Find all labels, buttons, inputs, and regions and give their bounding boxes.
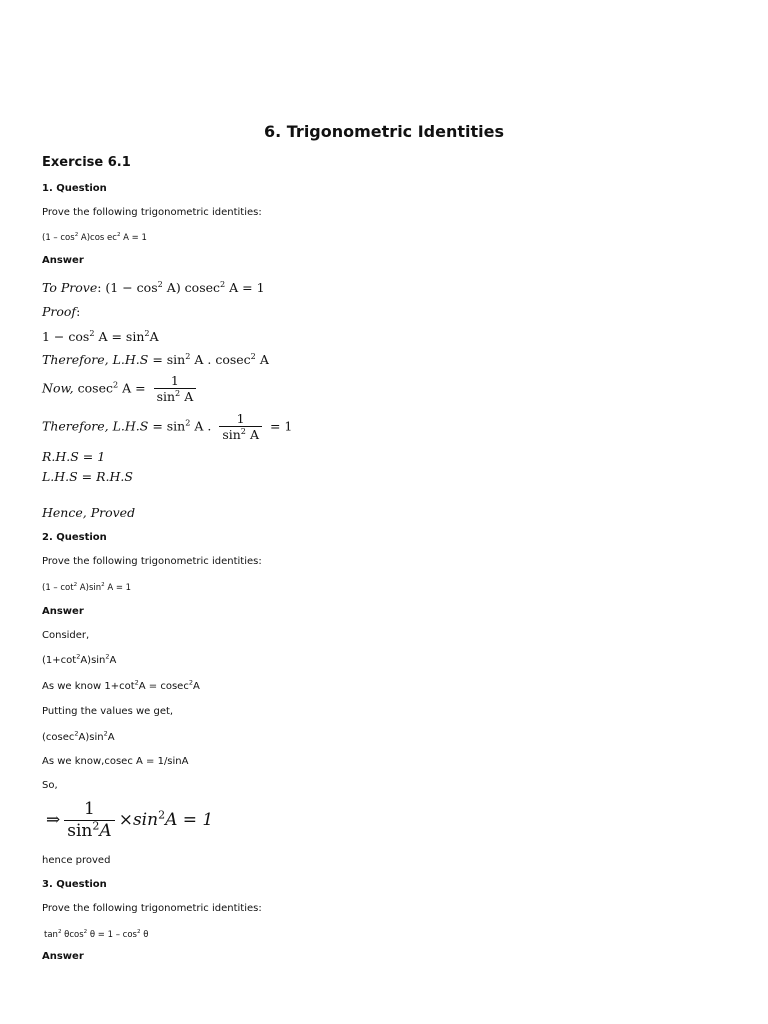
- q1-proof-line-3: Now, cosec$^2$ A = $\frac{1}{\sin^2 A}$: [42, 374, 200, 404]
- q3-heading: 3. Question: [42, 879, 107, 890]
- q3-prompt: Prove the following trigonometric identities:: [42, 903, 262, 914]
- fraction: $\frac{1}{\sin^2 A}$: [154, 374, 197, 404]
- q2-heading: 2. Question: [42, 532, 107, 543]
- q2-hence-proved: hence proved: [42, 855, 111, 866]
- page-title: 6. Trigonometric Identities: [263, 122, 505, 141]
- q2-cosec-note: As we know,cosec A = 1/sinA: [42, 756, 189, 767]
- q1-proof-line-2: Therefore, $L.H.S = \sin^2 A$ . cosec$^2$ A: [42, 350, 269, 367]
- q1-proof-line-5: R.H.S = 1: [42, 449, 106, 464]
- q2-consider: Consider,: [42, 630, 90, 641]
- q1-to-prove: To Prove: $(1 - \cos^2 A)$ cosec$^2$ A = 1: [42, 278, 265, 295]
- exercise-heading: Exercise 6.1: [42, 155, 131, 170]
- q1-answer-label: Answer: [42, 255, 84, 266]
- q2-expression-2: $(cosec^2A)\sin^2A$: [42, 729, 115, 743]
- q2-putting: Putting the values we get,: [42, 706, 174, 717]
- q2-answer-label: Answer: [42, 606, 84, 617]
- q2-prompt: Prove the following trigonometric identities:: [42, 556, 262, 567]
- q2-expression-1: $(1+\cot^2A)\sin^2A$: [42, 652, 117, 666]
- fraction: $\frac{1}{\sin^2A}$: [64, 800, 114, 841]
- q2-identity: $(1 - \cot^2 A)\sin^2$ A = 1: [42, 582, 132, 593]
- q1-prompt: Prove the following trigonometric identities:: [42, 207, 262, 218]
- q1-heading: 1. Question: [42, 183, 107, 194]
- q1-proof-line-6: L.H.S = R.H.S: [42, 469, 133, 484]
- q2-final-equation: ⇒ $\frac{1}{\sin^2A}$ $\times\sin^2A = 1$: [46, 799, 214, 841]
- q2-so: So,: [42, 780, 58, 791]
- q2-identity-note: As we know $1+\cot^2A = cosec^2A$: [42, 678, 200, 692]
- q3-answer-label: Answer: [42, 951, 84, 962]
- q1-proof-line-4: Therefore, $L.H.S = \sin^2 A$ . $\frac{1}{\sin^2 A}$ = 1: [42, 411, 293, 443]
- fraction: $\frac{1}{\sin^2 A}$: [219, 412, 262, 442]
- q1-identity: $(1 - \cos^2 A)\cos$ $ec^2$ A = 1: [42, 232, 147, 243]
- q1-proof-label: Proof:: [42, 304, 81, 319]
- q3-identity: $\tan^2 \theta\cos^2$ $\theta = 1 - \cos^2 \theta$: [44, 929, 149, 940]
- q1-proof-line-1: $1 - \cos^2 A = \sin^2A$: [42, 327, 159, 344]
- q1-hence-proved: Hence, Proved: [42, 505, 136, 520]
